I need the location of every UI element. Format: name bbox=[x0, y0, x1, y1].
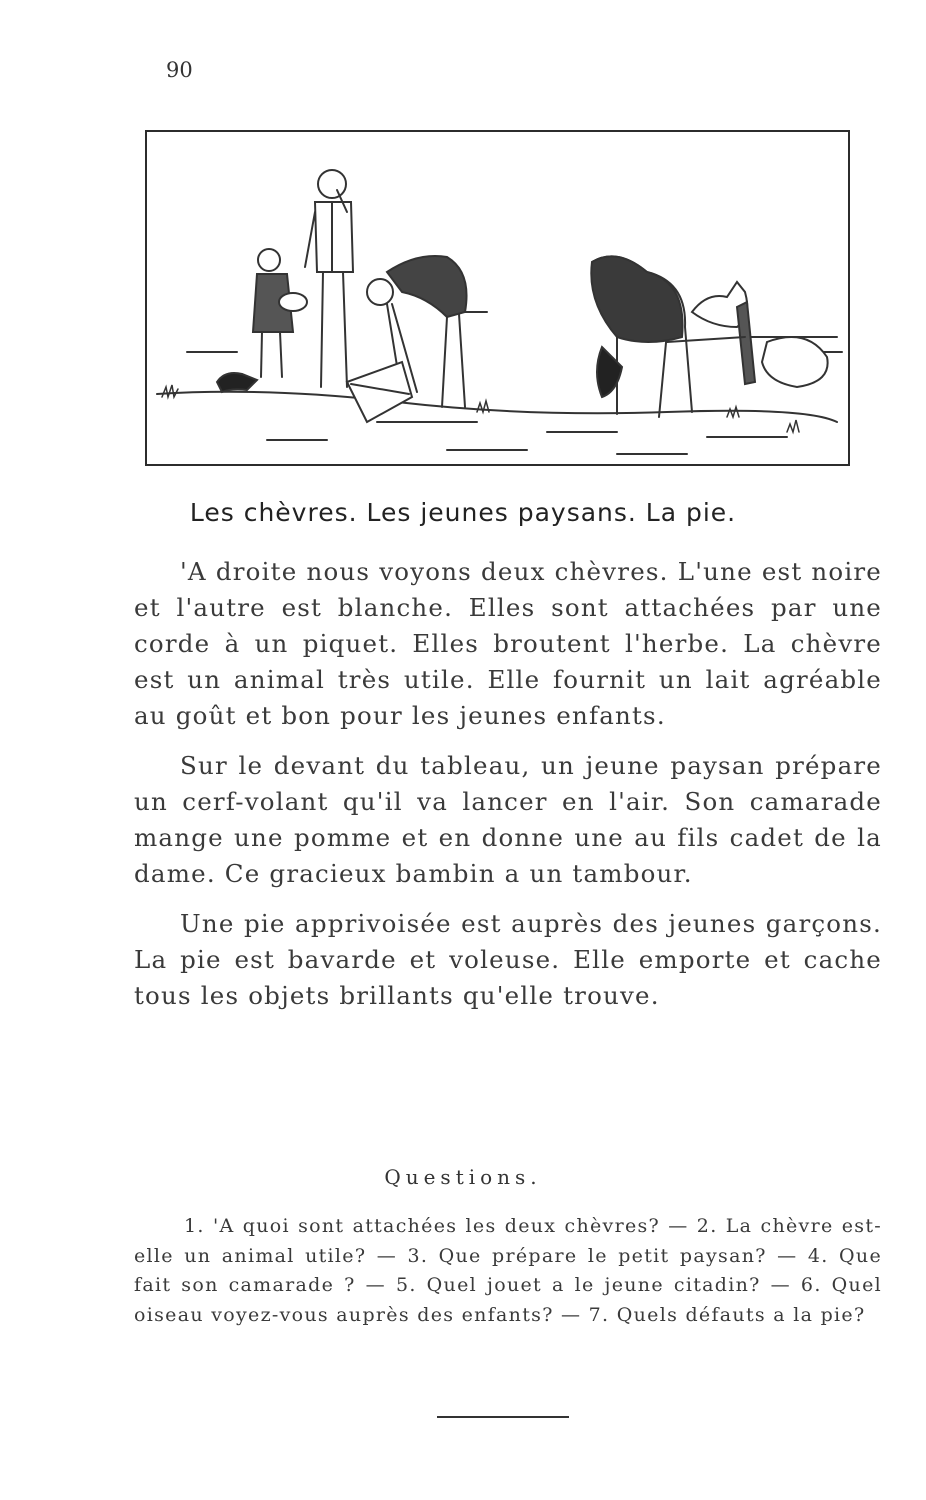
paragraph: Une pie apprivoisée est auprès des jeunes garçons. La pie est bavarde et voleuse. Elle emporte et cache tous les objets brillants qu'elle trouve. bbox=[134, 909, 882, 1010]
white-goat bbox=[692, 282, 828, 387]
black-goat bbox=[591, 256, 692, 417]
boy-with-kite bbox=[347, 256, 467, 422]
questions-list bbox=[134, 1212, 882, 1330]
illustration-drawing bbox=[147, 132, 848, 464]
questions-paragraph: 1. 'A quoi sont attachées les deux chèvres? — 2. La chèvre est-elle un animal utile? — 3. Que prépare le petit paysan? — 4. Que fait son camarade ? — 5. Quel jouet a le jeune citadin? — 6. Quel oiseau voyez-vous auprès des enfants? — 7. Quels défauts a la pie? bbox=[134, 1215, 882, 1326]
illustration-caption: Les chèvres. Les jeunes paysans. La pie. bbox=[189, 498, 737, 527]
boy-eating-apple bbox=[305, 170, 353, 387]
lesson-text bbox=[134, 554, 882, 1028]
child-figure bbox=[253, 249, 307, 377]
paragraph: Sur le devant du tableau, un jeune paysan prépare un cerf-volant qu'il va lancer en l'air. Son camarade mange une pomme et en donne une au fils cadet de la dame. Ce gracieux bambin a un tambour. bbox=[134, 751, 882, 888]
small-dog bbox=[217, 373, 257, 392]
paragraph: 'A droite nous voyons deux chèvres. L'une est noire et l'autre est blanche. Elles sont attachées par une corde à un piquet. Elles broutent l'herbe. La chèvre est un animal très utile. Elle fournit un lait agréable au goût et bon pour les jeunes enfants. bbox=[134, 557, 882, 730]
page-number: 90 bbox=[166, 58, 193, 82]
questions-title: Questions. bbox=[384, 1165, 542, 1189]
end-rule bbox=[437, 1416, 569, 1418]
illustration bbox=[145, 130, 850, 466]
